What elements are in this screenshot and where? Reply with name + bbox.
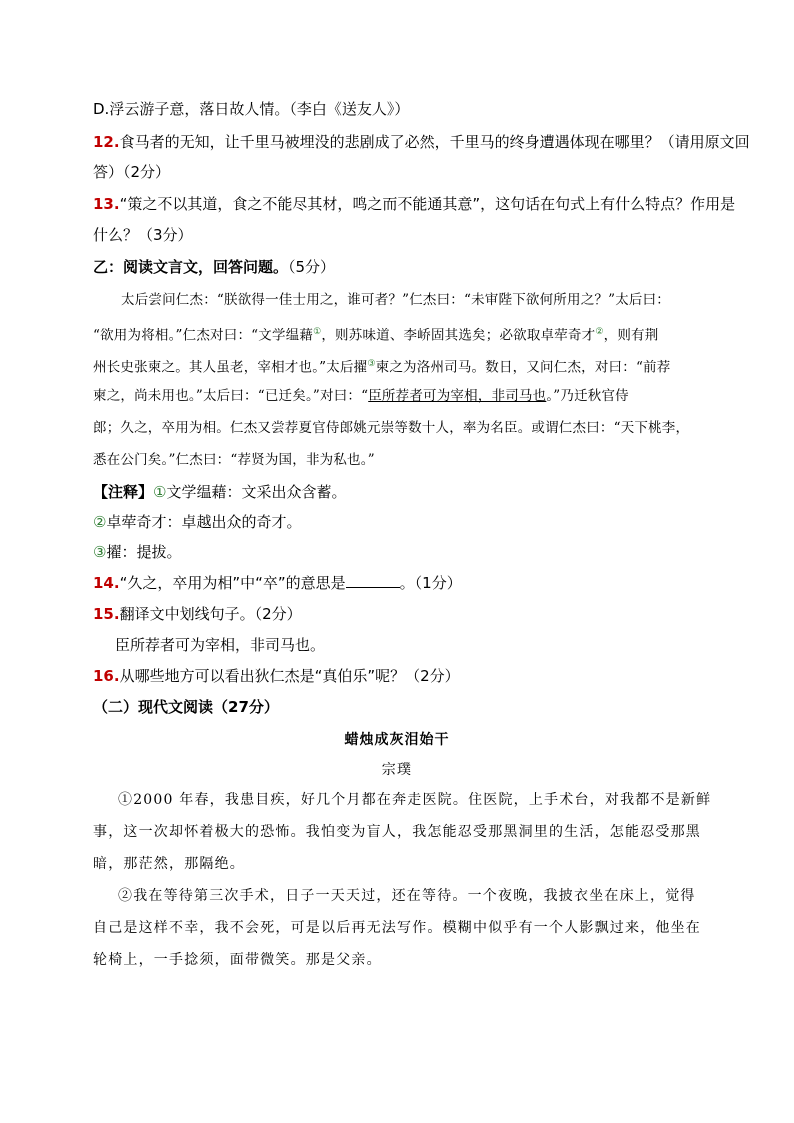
question-13-line-2	[93, 225, 703, 245]
question-13-number: 13.	[93, 195, 120, 213]
footnote-marker-1: ①	[313, 327, 322, 337]
notes-label: 【注释】	[93, 483, 154, 501]
question-15-text: 翻译文中划线句子。（2分）	[119, 605, 302, 623]
modern-text: 自己是这样不幸，我不会死，可是以后再无法写作。模糊中似乎有一个人影飘过来，他坐在	[93, 920, 701, 936]
modern-text: ①2000 年春，我患目疾，好几个月都在奔走医院。住医院，上手术台，对我都不是新鲜	[118, 792, 712, 808]
note-line-1	[93, 482, 703, 502]
note-marker-1: ①	[153, 483, 167, 501]
question-16-text: 从哪些地方可以看出狄仁杰是“真伯乐”呢？（2分）	[119, 667, 460, 685]
question-15-number: 15.	[93, 605, 120, 623]
question-15-line	[93, 604, 703, 624]
classical-text: ，则有荆	[603, 327, 659, 344]
question-14-score: 。（1分）	[399, 574, 462, 592]
modern-text: 事，这一次却怀着极大的恐怖。我怕变为盲人，我怎能忍受那黑洞里的生活，怎能忍受那黑	[93, 824, 701, 840]
modern-para2-line-3	[93, 950, 703, 970]
question-15-sentence: 臣所荐者可为宰相，非司马也。	[115, 636, 326, 654]
classical-text: 。”乃迁秋官侍	[546, 388, 629, 404]
note-line-2	[93, 512, 703, 532]
classical-line-2	[93, 322, 703, 346]
question-14-line	[93, 573, 703, 593]
classical-text: 太后尝问仁杰：“朕欲得一佳士用之，谁可者？”仁杰曰：“未审陛下欲何所用之？”太后曰：	[121, 292, 671, 308]
classical-text: 州长史张柬之。其人虽老，宰相才也。”太后擢	[93, 359, 368, 376]
section-yi-title: 乙：阅读文言文，回答问题。	[93, 258, 289, 276]
option-d-text: D.浮云游子意，落日故人情。（李白《送友人》）	[93, 100, 410, 118]
question-16-number: 16.	[93, 667, 120, 685]
article-author-line	[0, 760, 794, 780]
answer-blank[interactable]	[346, 573, 400, 588]
question-12-line-2	[93, 162, 703, 182]
question-12-number: 12.	[93, 133, 120, 151]
modern-para1-line-3	[93, 854, 703, 874]
modern-para2-line-1	[118, 886, 728, 906]
classical-text: 悉在公门矣。”仁杰曰：“荐贤为国，非为私也。”	[93, 452, 375, 468]
question-12-line-1	[93, 132, 750, 152]
classical-text: ，则苏味道、李峤固其选矣；必欲取卓荦奇才	[321, 327, 596, 344]
modern-text: ②我在等待第三次手术，日子一天天过，还在等待。一个夜晚，我披衣坐在床上，觉得	[118, 888, 696, 904]
question-13-line-1	[93, 194, 736, 214]
article-title: 蜡烛成灰泪始干	[344, 732, 450, 748]
note-3-text: 擢：提拔。	[106, 543, 182, 561]
modern-text: 轮椅上，一手捻须，面带微笑。那是父亲。	[93, 952, 382, 968]
classical-line-4	[93, 386, 703, 406]
question-15-sentence-line	[115, 635, 725, 655]
note-line-3	[93, 542, 703, 562]
modern-para1-line-1	[118, 790, 728, 810]
classical-line-1	[121, 290, 703, 310]
modern-text: 暗，那茫然，那隔绝。	[93, 856, 245, 872]
classical-line-3	[93, 354, 703, 378]
modern-para1-line-2	[93, 822, 703, 842]
question-12-text-cont: 答）（2分）	[93, 163, 171, 181]
section-yi-heading	[93, 257, 703, 277]
article-title-line	[0, 730, 794, 750]
option-d-line	[93, 99, 703, 119]
classical-text: “欲用为将相。”仁杰对曰：“文学缊藉	[93, 327, 314, 344]
article-author: 宗璞	[381, 762, 413, 778]
section-modern-title: （二）现代文阅读（27分）	[93, 698, 279, 716]
footnote-marker-3: ③	[367, 359, 376, 369]
question-14-text: “久之，卒用为相”中“卒”的意思是	[119, 574, 346, 592]
question-13-text: “策之不以其道，食之不能尽其材，鸣之而不能通其意”，这句话在句式上有什么特点？作用是	[119, 195, 736, 213]
section-yi-score: （5分）	[288, 258, 336, 276]
classical-text: 柬之为洛州司马。数日，又问仁杰，对曰：“前荐	[375, 359, 671, 376]
question-14-number: 14.	[93, 574, 120, 592]
note-marker-3: ③	[93, 543, 107, 561]
modern-para2-line-2	[93, 918, 703, 938]
question-12-text: 食马者的无知，让千里马被埋没的悲剧成了必然，千里马的终身遭遇体现在哪里？（请用原文回	[119, 133, 750, 151]
question-16-line	[93, 666, 703, 686]
underlined-sentence: 臣所荐者可为宰相，非司马也	[368, 388, 547, 404]
classical-line-5	[93, 418, 703, 438]
classical-text: 郎；久之，卒用为相。仁杰又尝荐夏官侍郎姚元崇等数十人，率为名臣。或谓仁杰曰：“天下桃李，	[93, 420, 690, 436]
note-2-text: 卓荦奇才：卓越出众的奇才。	[106, 513, 302, 531]
section-modern-heading	[93, 697, 703, 717]
classical-text: 柬之，尚未用也。”太后曰：“已迁矣。”对曰：“	[93, 388, 369, 404]
classical-line-6	[93, 450, 703, 470]
footnote-marker-2: ②	[595, 327, 604, 337]
note-marker-2: ②	[93, 513, 107, 531]
note-1-text: 文学缊藉：文采出众含蓄。	[166, 483, 347, 501]
question-13-text-cont: 什么？（3分）	[93, 226, 193, 244]
